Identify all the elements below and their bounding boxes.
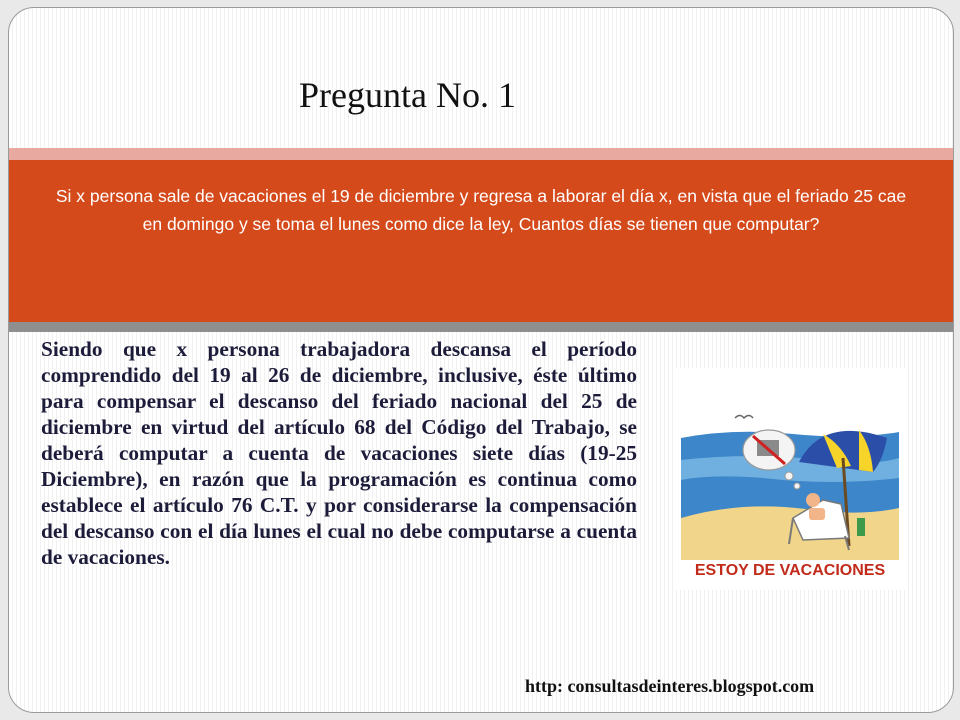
image-caption: ESTOY DE VACACIONES <box>694 562 886 579</box>
bottle <box>857 518 865 536</box>
source-url: http: consultasdeinteres.blogspot.com <box>525 676 815 696</box>
slide <box>8 7 954 713</box>
band-top-stripe <box>9 148 953 160</box>
slide-title: Pregunta No. 1 <box>299 75 516 115</box>
person <box>806 493 820 507</box>
question-text: Si x persona sale de vacaciones el 19 de diciembre y regresa a laborar el día x, en vista que el feriado 25 cae en domingo y se toma el lunes como dice la ley, Cuantos días se tienen que computar? <box>55 186 907 234</box>
vacation-illustration <box>673 368 907 590</box>
band-bottom-stripe <box>9 322 953 332</box>
answer-text: Siendo que x persona trabajadora descansa el período comprendido del 19 al 26 de diciembre, inclusive, éste último para compensar el descanso del feriado nacional del 25 de diciembre en virtud del artículo 68 del Código del Trabajo, se deberá computar a cuenta de vacaciones siete días (19-25 Diciembre), en razón que la programación es continua como establece el artículo 76 C.T. y por considerarse la compensación del descanso con el día lunes el cual no debe computarse a cuenta de vacaciones. <box>41 337 637 569</box>
beach-illustration <box>673 368 907 590</box>
